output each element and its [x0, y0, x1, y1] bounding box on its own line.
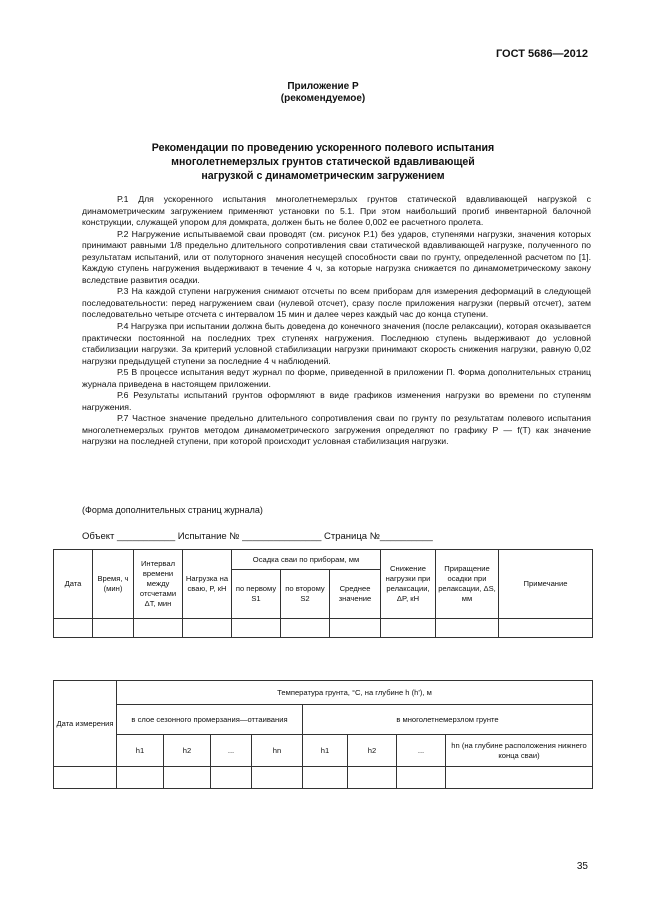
col-h1: h1: [117, 735, 164, 767]
col-hn: hn: [252, 735, 303, 767]
col-date: Дата: [54, 550, 93, 619]
appendix-title: Приложение Р: [287, 81, 359, 92]
appendix-heading: [0, 81, 646, 105]
col-time: Время, ч (мин): [93, 550, 134, 619]
paragraph: Р.2 Нагружение испытываемой сваи проводят (см. рисунок Р.1) без ударов, ступенями нагрузки, значения которых принимают равными 1/8 предельно длительного сопротивления сваи статической вдавливающей нагрузке, полученного по результатам испытаний, или от полуторного значения несущей способности сваи по грунту, определенной расчетом по [1]. Каждую ступень нагружения выдерживают в течение 4 ч, за которые нагрузка снижается по динамометрическому закону вследствие развития осадки.: [82, 228, 591, 285]
col-dots: ...: [211, 735, 252, 767]
title-line: Рекомендации по проведению ускоренного полевого испытания: [151, 142, 495, 154]
page-number: 35: [576, 861, 588, 872]
appendix-status: (рекомендуемое): [280, 93, 366, 104]
form-fields-line: Объект ___________ Испытание № _______________ Страница №__________: [82, 531, 433, 542]
paragraph: Р.6 Результаты испытаний грунтов оформляют в виде графиков изменения нагрузки во времени по ступеням нагружения.: [82, 390, 591, 412]
col-interval: Интервал времени между отсчетами ΔT, мин: [134, 550, 183, 619]
temperature-table: [53, 680, 593, 789]
title-line: многолетнемерзлых грунтов статической вдавливающей: [171, 156, 475, 168]
col-h2: h2: [164, 735, 211, 767]
paragraph: Р.3 На каждой ступени нагружения снимают отсчеты по всем приборам для измерения деформаций в следующей последовательности: перед нагружением сваи (нулевой отсчет), сразу после приложения нагрузки (первый отсчет), затем последовательно четыре отсчета с интервалом 15 мин и далее через каждый час до конца ступени.: [82, 286, 591, 320]
title-line: нагрузкой с динамометрическим загружением: [201, 170, 445, 182]
col-hn-note: hn (на глубине расположения нижнего конца сваи): [446, 735, 593, 767]
paragraph: Р.5 В процессе испытания ведут журнал по форме, приведенной в приложении П. Форма дополнительных страниц журнала приведена в настоящем приложении.: [82, 367, 591, 389]
col-permafrost: в многолетнемерзлом грунте: [303, 705, 593, 735]
col-device-1: по первому S1: [232, 570, 281, 619]
col-dots: ...: [397, 735, 446, 767]
col-increment: Приращение осадки при релаксации, ΔS, мм: [436, 550, 499, 619]
col-mean: Среднее значение: [330, 570, 381, 619]
col-temperature: Температура грунта, °С, на глубине h (h'), м: [117, 681, 593, 705]
table-row: [54, 767, 593, 789]
paragraph: Р.1 Для ускоренного испытания многолетнемерзлых грунтов статической вдавливающей нагрузкой с динамометрическим загружением применяют установки по 5.1. При этом наибольший прогиб инвентарной балочной конструкции, служащей упором для домкрата, должен быть не более 0,002 ее расчетного пролета.: [82, 194, 591, 228]
body-text: [82, 194, 591, 448]
paragraph: Р.7 Частное значение предельно длительного сопротивления сваи по грунту по результатам полевого испытания многолетнемерзлых грунтов методом динамометрического загружения определяют по графику P — f(T) как значение нагрузки на последней ступени, при которой происходит условная стабилизация нагрузки.: [82, 413, 591, 447]
col-device-2: по второму S2: [281, 570, 330, 619]
document-title: [0, 141, 646, 183]
col-seasonal-layer: в слое сезонного промерзания—оттаивания: [117, 705, 303, 735]
form-caption: (Форма дополнительных страниц журнала): [82, 505, 263, 515]
col-note: Примечание: [499, 550, 593, 619]
col-h1: h1: [303, 735, 348, 767]
col-load: Нагрузка на сваю, P, кН: [183, 550, 232, 619]
col-measure-date: Дата измерения: [54, 681, 117, 767]
col-h2: h2: [348, 735, 397, 767]
col-settlement: Осадка сваи по приборам, мм: [232, 550, 381, 570]
paragraph: Р.4 Нагрузка при испытании должна быть доведена до конечного значения (после релаксации), которая оказывается практически постоянной на последних трех ступенях нагружения. Последнюю ступень выдерживают до условной стабилизации нагрузки. За критерий условной стабилизации нагрузки принимают скорость снижения нагрузки, равную 0,02 нагрузки предыдущей ступени за последние 4 ч наблюдений.: [82, 321, 591, 366]
journal-table: [53, 549, 593, 638]
standard-number: ГОСТ 5686—2012: [495, 48, 588, 60]
col-reduction: Снижение нагрузки при релаксации, ΔP, кН: [381, 550, 436, 619]
table-row: [54, 619, 593, 638]
